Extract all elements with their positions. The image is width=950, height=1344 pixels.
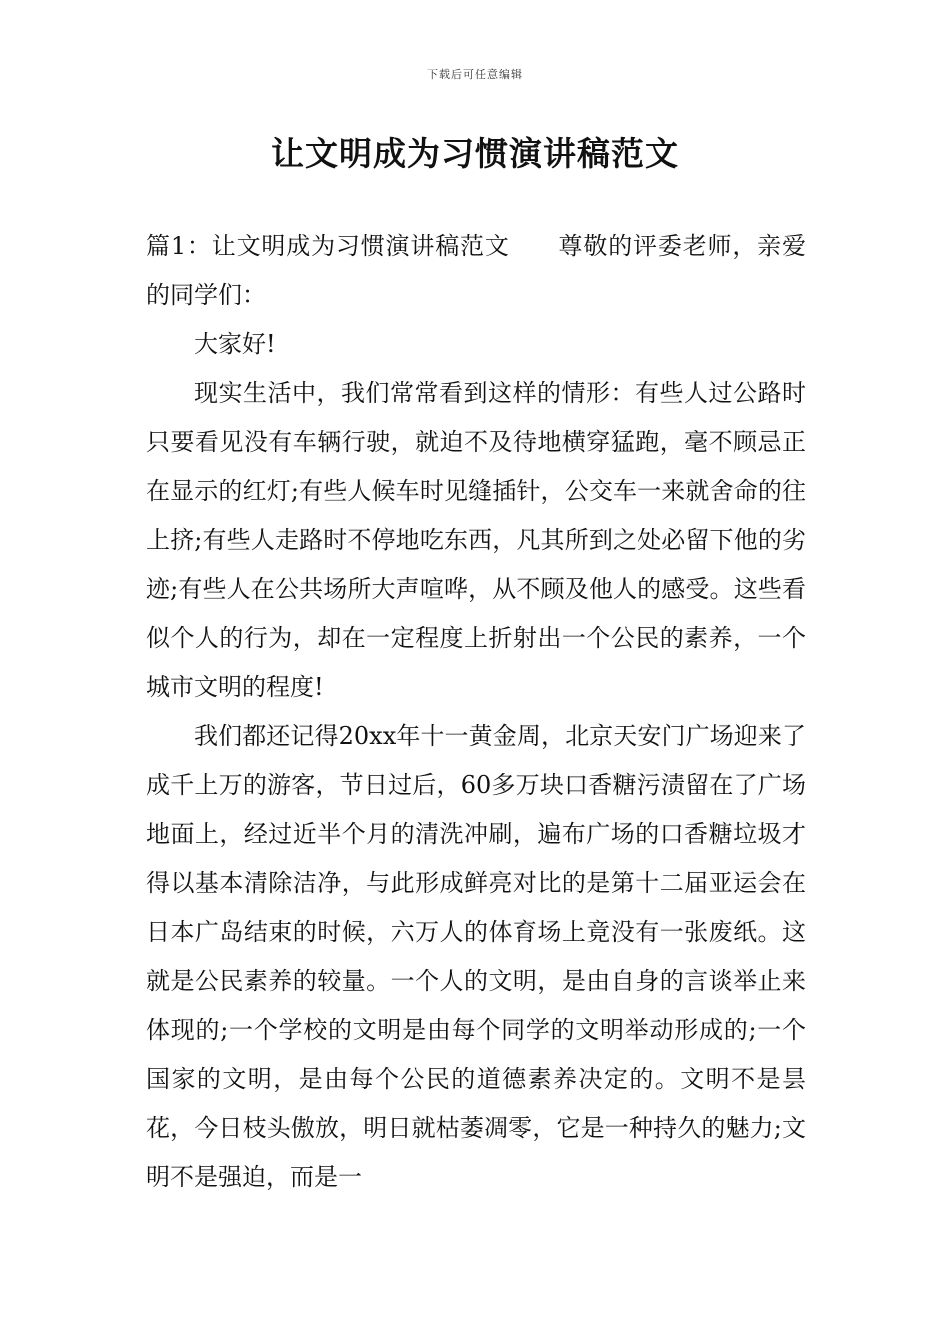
document-title: 让文明成为习惯演讲稿范文 <box>271 134 679 173</box>
greeting-paragraph: 大家好! <box>194 330 276 358</box>
header-note: 下载后可任意编辑 <box>427 68 523 81</box>
body-paragraph-2: 我们都还记得20xx年十一黄金周，北京天安门广场迎来了成千上万的游客，节日过后，60多万块口香糖污渍留在了广场地面上，经过近半个月的清洗冲刷，遍布广场的口香糖垃圾才得以基本清除洁净，与此形成鲜亮对比的是第十二届亚运会在日本广岛结束的时候，六万人的体育场上竟没有一张废纸。这就是公民素养的较量。一个人的文明，是由自身的言谈举止来体现的;一个学校的文明是由每个同学的文明举动形成的;一个国家的文明，是由每个公民的道德素养决定的。文明不是昙花，今日枝头傲放，明日就枯萎凋零，它是一种持久的魅力;文明不是强迫，而是一 <box>146 722 806 1191</box>
intro-salutation: 尊敬的评委老师，亲爱的同学们： <box>146 232 806 309</box>
document-body <box>146 222 806 1202</box>
body-paragraph-1: 现实生活中，我们常常看到这样的情形：有些人过公路时只要看见没有车辆行驶，就迫不及待地横穿猛跑，毫不顾忌正在显示的红灯;有些人候车时见缝插针，公交车一来就舍命的往上挤;有些人走路时不停地吃东西，凡其所到之处必留下他的劣迹;有些人在公共场所大声喧哗，从不顾及他人的感受。这些看似个人的行为，却在一定程度上折射出一个公民的素养，一个城市文明的程度! <box>146 379 806 701</box>
intro-heading: 篇1：让文明成为习惯演讲稿范文 <box>146 232 510 260</box>
intro-paragraph <box>146 222 806 320</box>
